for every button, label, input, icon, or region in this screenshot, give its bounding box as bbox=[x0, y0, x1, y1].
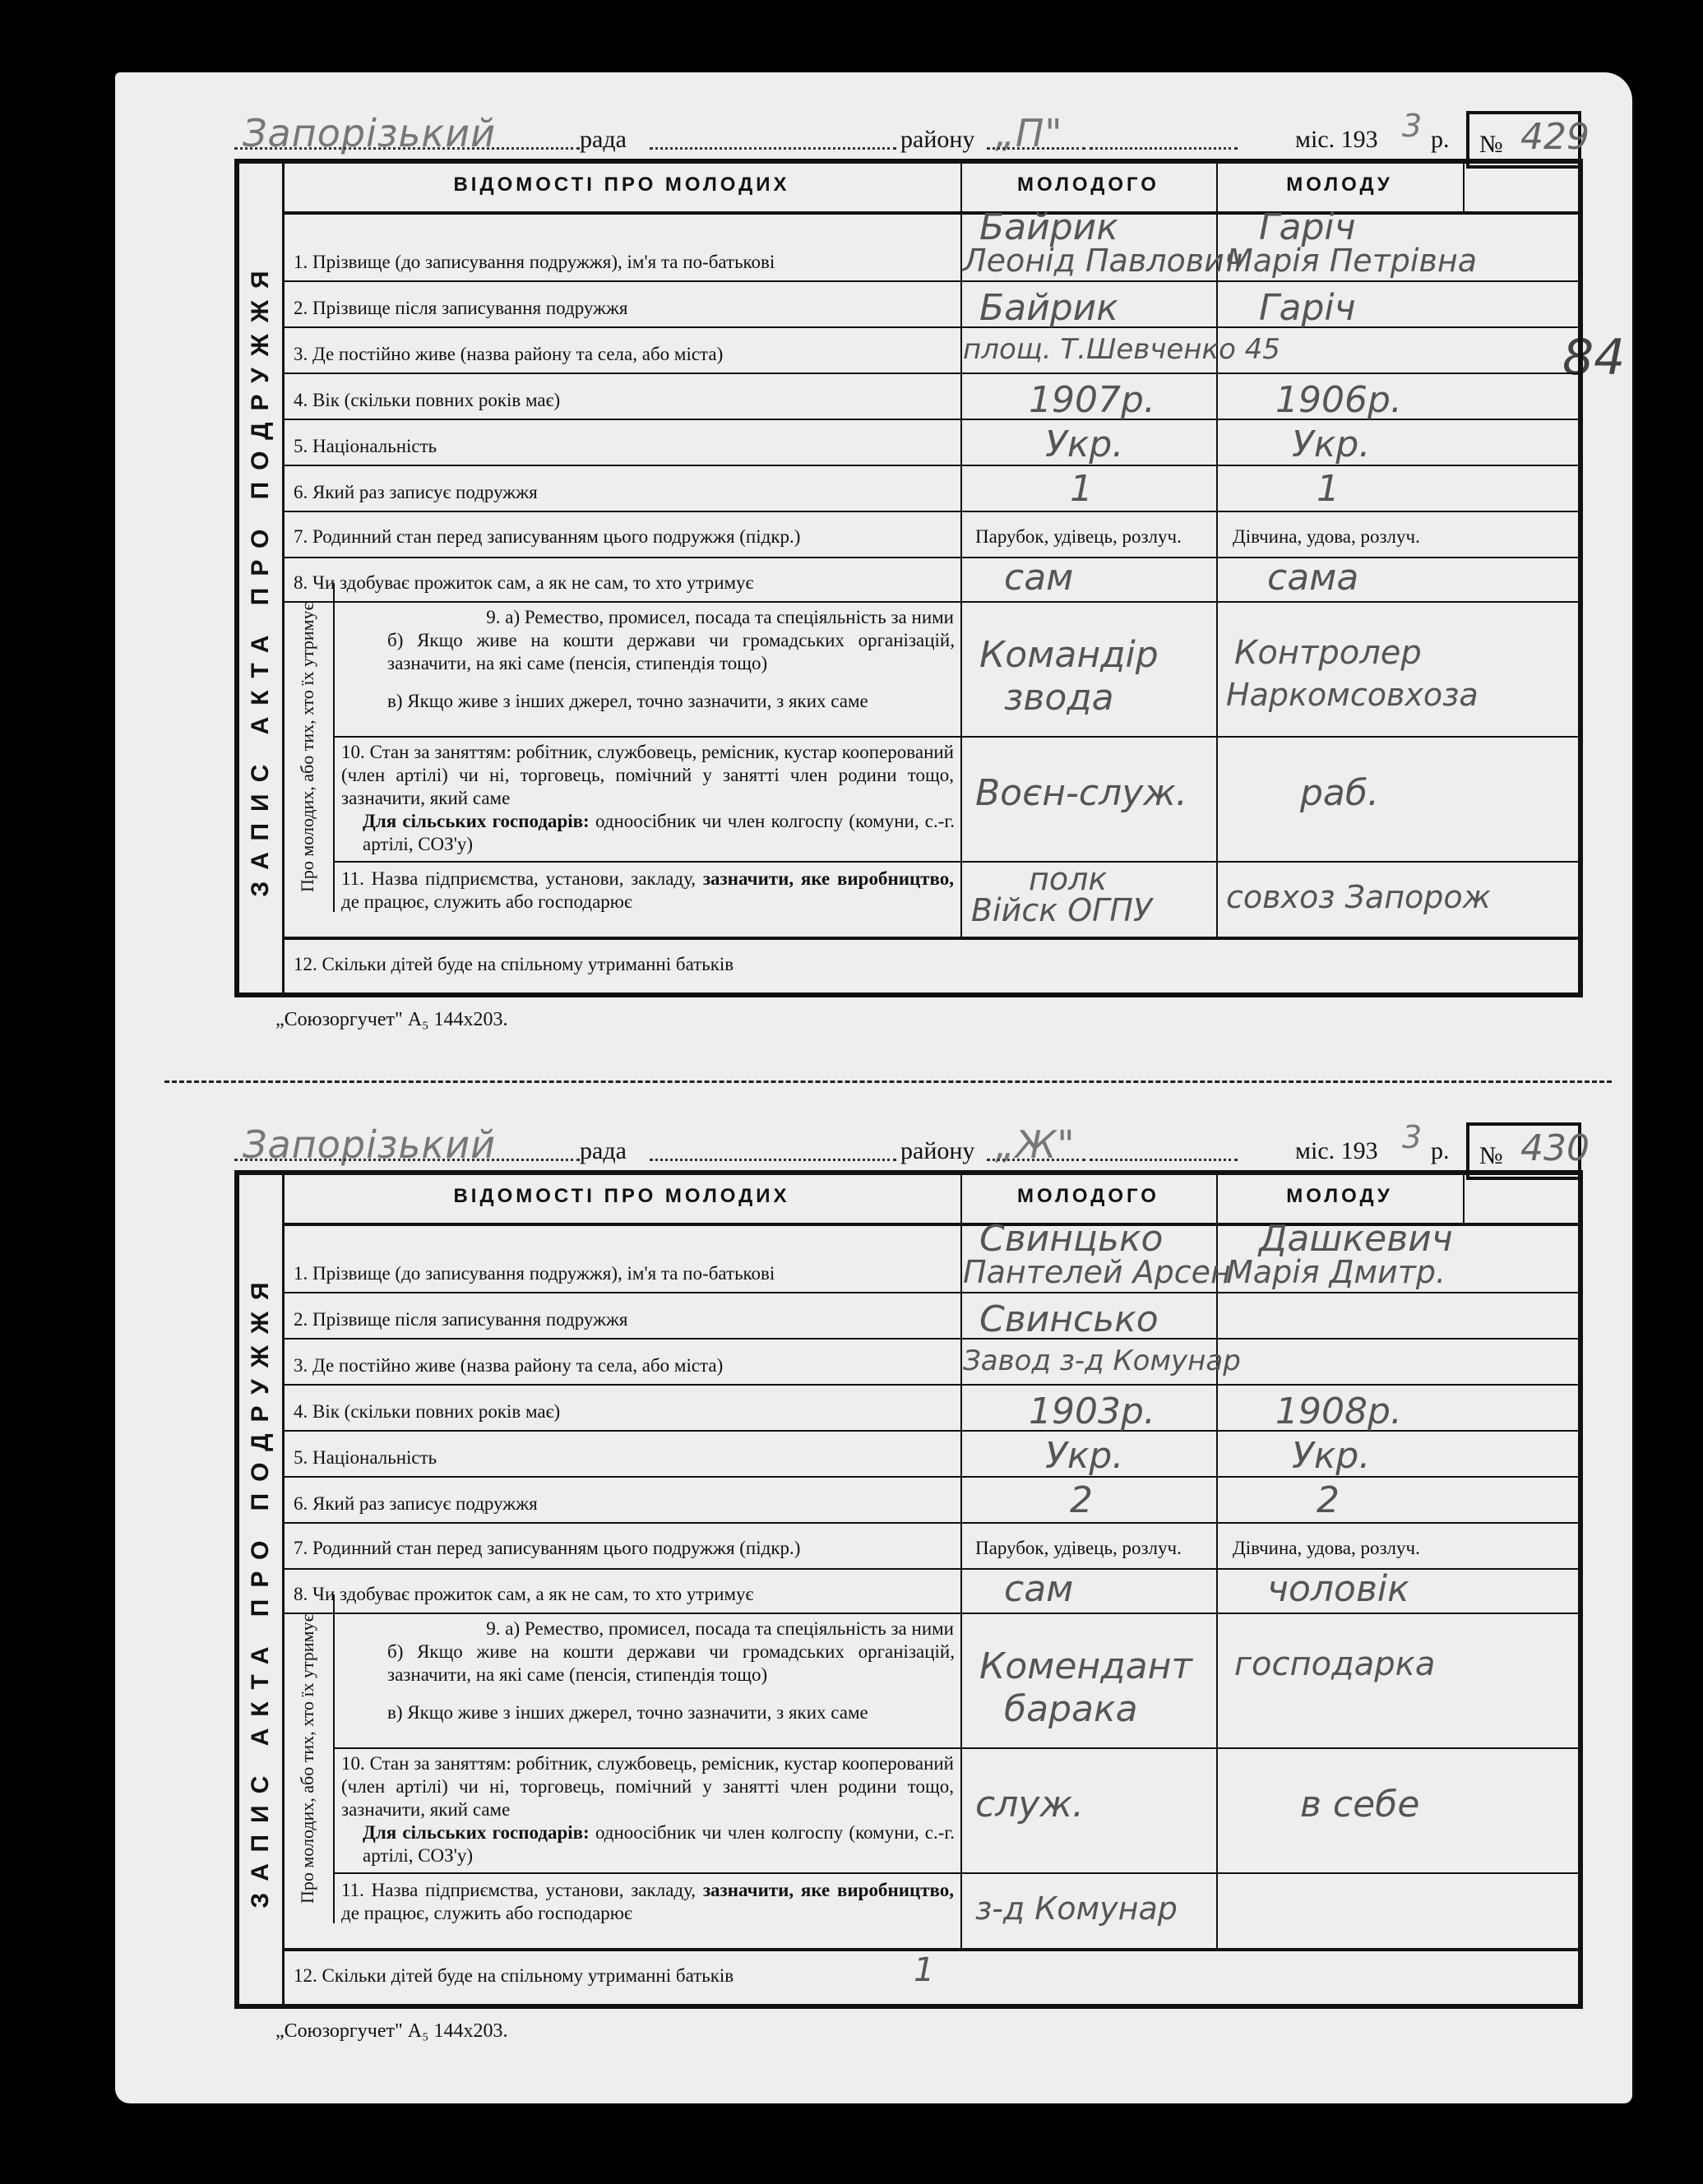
q8-label: 8. Чи здобуває прожиток сам, а як не сам, то хто утримує bbox=[294, 1584, 754, 1604]
groom-workplace: полк bbox=[1029, 861, 1108, 897]
side-subtitle-column bbox=[282, 1594, 335, 1923]
groom-name: Пантелей Арсен bbox=[963, 1254, 1231, 1290]
marriage-form-1 bbox=[234, 108, 1590, 1057]
column-header-groom: МОЛОДОГО bbox=[1017, 174, 1159, 196]
groom-occupation: Комендант bbox=[979, 1645, 1192, 1687]
form-footer: „Союзоргучет" А₅ 144х203. bbox=[275, 2020, 508, 2042]
cut-line bbox=[164, 1080, 1612, 1083]
q7-groom-options: Парубок, удівець, розлуч. bbox=[975, 1538, 1182, 1558]
raion-value: „Ж" bbox=[995, 1122, 1076, 1167]
raion-label: району bbox=[900, 126, 975, 153]
q7-bride-options: Дівчина, удова, розлуч. bbox=[1233, 526, 1420, 547]
rada-label: рада bbox=[580, 126, 627, 153]
bride-occupation: Контролер bbox=[1234, 634, 1422, 672]
bride-employment-status: раб. bbox=[1300, 772, 1380, 814]
q3-label: 3. Де постійно живе (назва району та села, або міста) bbox=[294, 1355, 724, 1376]
bride-marriage-count: 1 bbox=[1317, 468, 1340, 510]
bride-name: Марія Петрівна bbox=[1226, 243, 1477, 279]
rada-label: рада bbox=[580, 1137, 627, 1164]
bride-nationality: Укр. bbox=[1292, 1435, 1371, 1477]
groom-nationality: Укр. bbox=[1045, 1435, 1124, 1477]
bride-self-supporting: сама bbox=[1267, 557, 1359, 599]
side-title-column bbox=[239, 1175, 285, 2004]
q11-label: 11. Назва підприємства, установи, закладу, зазначити, яке виробництво, де працює, служить або господарює bbox=[341, 1880, 955, 1923]
q7-bride-options: Дівчина, удова, розлуч. bbox=[1233, 1538, 1420, 1558]
bride-surname-before: Гаріч bbox=[1259, 206, 1356, 248]
q2-label: 2. Прізвище після записування подружжя bbox=[294, 298, 628, 318]
q1-label: 1. Прізвище (до записування подружжя), ім'я та по-батькові bbox=[294, 1263, 775, 1284]
groom-workplace-2: Війск ОГПУ bbox=[971, 892, 1153, 928]
month-year-label: міс. 193 bbox=[1295, 126, 1378, 153]
q12-label: 12. Скільки дітей буде на спільному утриманні батьків bbox=[294, 954, 734, 974]
year-suffix: р. bbox=[1431, 1137, 1450, 1164]
groom-nationality: Укр. bbox=[1045, 423, 1124, 465]
q8-label: 8. Чи здобуває прожиток сам, а як не сам, то хто утримує bbox=[294, 572, 754, 593]
groom-surname-after: Байрик bbox=[979, 287, 1118, 329]
q7-label: 7. Родинний стан перед записуванням цього подружжя (підкр.) bbox=[294, 1538, 801, 1558]
groom-birth-year: 1903р. bbox=[1029, 1390, 1155, 1432]
groom-residence: Завод з-д Комунар bbox=[963, 1344, 1241, 1377]
q6-label: 6. Який раз записує подружжя bbox=[294, 1493, 538, 1514]
q10-label: 10. Стан за заняттям: робітник, службовець, ремісник, кустар кооперований (член артілі) чи ні, торговець, помічний у занятті член родини тощо, зазначити, який саме bbox=[341, 1753, 954, 1820]
q10-farmers-bold: Для сільських господарів: bbox=[363, 811, 590, 831]
q2-label: 2. Прізвище після записування подружжя bbox=[294, 1309, 628, 1330]
q4-label: 4. Вік (скільки повних років має) bbox=[294, 390, 561, 410]
number-label: № bbox=[1479, 131, 1503, 158]
q4-label: 4. Вік (скільки повних років має) bbox=[294, 1401, 561, 1422]
q10-farmers-bold: Для сільських господарів: bbox=[363, 1822, 590, 1843]
margin-note: 84 bbox=[1562, 329, 1626, 386]
bride-self-supporting: чоловік bbox=[1267, 1568, 1409, 1610]
rada-value: Запорізький bbox=[243, 111, 497, 155]
bride-surname-after: Гаріч bbox=[1259, 287, 1356, 329]
side-title-column bbox=[239, 164, 285, 993]
q5-label: 5. Національність bbox=[294, 436, 437, 456]
groom-occupation: Командір bbox=[979, 634, 1159, 676]
q12-value: 1 bbox=[914, 1951, 935, 1989]
rada-value: Запорізький bbox=[243, 1122, 497, 1167]
bride-employment-status: в себе bbox=[1300, 1784, 1420, 1825]
column-header-bride: МОЛОДУ bbox=[1286, 174, 1393, 196]
number-label: № bbox=[1479, 1142, 1503, 1169]
q5-label: 5. Національність bbox=[294, 1447, 437, 1468]
q7-label: 7. Родинний стан перед записуванням цього подружжя (підкр.) bbox=[294, 526, 801, 547]
q9a-label: 9. а) Ремество, промисел, посада та спеціяльність за ними bbox=[486, 1618, 954, 1639]
groom-self-supporting: сам bbox=[1004, 1568, 1074, 1610]
q9c-label: в) Якщо живе з інших джерел, точно зазначити, з яких саме bbox=[387, 1702, 868, 1723]
record-number: 429 bbox=[1520, 116, 1590, 158]
side-title: ЗАПИС АКТА ПРО ПОДРУЖЖЯ bbox=[247, 259, 274, 897]
q7-groom-options: Парубок, удівець, розлуч. bbox=[975, 526, 1182, 547]
column-header-info: ВІДОМОСТІ ПРО МОЛОДИХ bbox=[453, 1185, 790, 1207]
q10-farmers-text: одноосібник чи член колгоспу (комуни, с.-г. артілі, СОЗ'у) bbox=[363, 1822, 955, 1866]
side-subtitle-column bbox=[282, 583, 335, 912]
bride-occupation: господарка bbox=[1234, 1645, 1436, 1683]
form-footer: „Союзоргучет" А₅ 144х203. bbox=[275, 1009, 508, 1030]
marriage-record-table bbox=[234, 1170, 1583, 2009]
groom-employment-status: Воєн-служ. bbox=[975, 772, 1187, 814]
column-header-groom: МОЛОДОГО bbox=[1017, 1185, 1159, 1207]
side-title: ЗАПИС АКТА ПРО ПОДРУЖЖЯ bbox=[247, 1270, 274, 1909]
marriage-form-2 bbox=[234, 1119, 1590, 2068]
bride-birth-year: 1906р. bbox=[1275, 379, 1402, 421]
year-digit: 3 bbox=[1402, 108, 1423, 144]
q9b-label: б) Якщо живе на кошти держави чи громадських організацій, зазначити, на які саме (пенсія, стипендія тощо) bbox=[387, 1641, 955, 1685]
marriage-record-table bbox=[234, 159, 1583, 997]
groom-workplace-alt: з-д Комунар bbox=[975, 1890, 1178, 1927]
bride-name: Марія Дмитр. bbox=[1226, 1254, 1446, 1290]
q9b-label: б) Якщо живе на кошти держави чи громадських організацій, зазначити, на які саме (пенсія, стипендія тощо) bbox=[387, 630, 955, 673]
groom-occupation-2: барака bbox=[1004, 1688, 1138, 1730]
column-header-info: ВІДОМОСТІ ПРО МОЛОДИХ bbox=[453, 174, 790, 196]
q10-farmers bbox=[363, 1821, 955, 1867]
groom-surname-before: Свинцько bbox=[979, 1218, 1164, 1260]
year-suffix: р. bbox=[1431, 126, 1450, 153]
side-subtitle: Про молодих, або тих, хто їх утримує bbox=[297, 602, 317, 893]
q9a-label: 9. а) Ремество, промисел, посада та спеціяльність за ними bbox=[486, 607, 954, 627]
column-header-bride: МОЛОДУ bbox=[1286, 1185, 1393, 1207]
q6-label: 6. Який раз записує подружжя bbox=[294, 482, 538, 502]
groom-birth-year: 1907р. bbox=[1029, 379, 1155, 421]
q10-farmers bbox=[363, 810, 955, 856]
bride-occupation-2: Наркомсовхоза bbox=[1226, 677, 1479, 713]
raion-label: району bbox=[900, 1137, 975, 1164]
groom-marriage-count: 2 bbox=[1070, 1479, 1093, 1521]
groom-marriage-count: 1 bbox=[1070, 468, 1093, 510]
groom-employment-status: служ. bbox=[975, 1784, 1084, 1825]
bride-workplace: совхоз Запорож bbox=[1226, 879, 1491, 915]
groom-self-supporting: сам bbox=[1004, 557, 1074, 599]
raion-value: „П" bbox=[995, 111, 1063, 155]
groom-surname-after: Свинсько bbox=[979, 1298, 1159, 1340]
groom-residence: площ. Т.Шевченко 45 bbox=[963, 333, 1280, 366]
year-digit: 3 bbox=[1402, 1119, 1423, 1155]
form-header bbox=[234, 1119, 1468, 1168]
q9c-label: в) Якщо живе з інших джерел, точно зазначити, з яких саме bbox=[387, 691, 868, 711]
bride-marriage-count: 2 bbox=[1317, 1479, 1340, 1521]
bride-birth-year: 1908р. bbox=[1275, 1390, 1402, 1432]
groom-occupation-2: звода bbox=[1004, 677, 1114, 719]
groom-surname-before: Байрик bbox=[979, 206, 1118, 248]
q10-farmers-text: одноосібник чи член колгоспу (комуни, с.-г. артілі, СОЗ'у) bbox=[363, 811, 955, 854]
q1-label: 1. Прізвище (до записування подружжя), ім'я та по-батькові bbox=[294, 252, 775, 272]
q11-label: 11. Назва підприємства, установи, закладу, зазначити, яке виробництво, де працює, служить або господарює bbox=[341, 868, 955, 912]
record-number: 430 bbox=[1520, 1127, 1590, 1169]
q10-label: 10. Стан за заняттям: робітник, службовець, ремісник, кустар кооперований (член артілі) чи ні, торговець, помічний у занятті член родини тощо, зазначити, який саме bbox=[341, 742, 954, 808]
bride-nationality: Укр. bbox=[1292, 423, 1371, 465]
groom-name: Леонід Павлович bbox=[963, 243, 1243, 279]
q3-label: 3. Де постійно живе (назва району та села, або міста) bbox=[294, 344, 724, 364]
bride-surname-before: Дашкевич bbox=[1259, 1218, 1453, 1260]
side-subtitle: Про молодих, або тих, хто їх утримує bbox=[297, 1613, 317, 1904]
month-year-label: міс. 193 bbox=[1295, 1137, 1378, 1164]
q12-label: 12. Скільки дітей буде на спільному утриманні батьків bbox=[294, 1965, 734, 1986]
form-header bbox=[234, 108, 1468, 157]
